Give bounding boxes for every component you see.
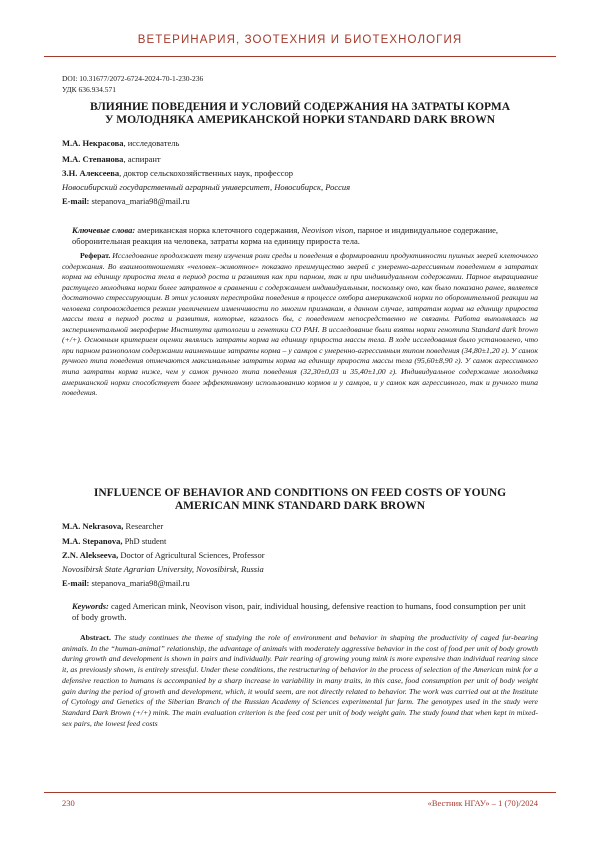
page-number: 230: [62, 798, 75, 808]
keywords-label: Ключевые слова:: [72, 225, 136, 235]
ru-email: [62, 196, 190, 207]
email-link[interactable]: stepanova_maria98@mail.ru: [89, 578, 190, 588]
abstract-text: Исследование продолжает тему изучения роли среды и поведения в формировании продуктивности пушных зверей клеточного содержания. Во взаимоотношениях «человек–животное» показано преимущество зверей с умеренно-агрессивным поведением в затратах корма на единицу прироста тела в период роста и развития как при парном, так и при индивидуальном содержании. Парное выращивание растущего молодняка норки более затратное в сравнении с содержанием индивидуальным, поскольку оно, как было показано ранее, является достаточно стрессирующим. В этих условиях перестройка поведения в процессе отбора американской норки по оборонительной реакции на человека сопровождается резким увеличением изменчивости по многим признакам, в данном случае, затратам корма на единицу прироста массы тела в период роста и развития, которые, казалось бы, с поведением непосредственно не связаны. Работа выполнялась на экспериментальной звероферме Института цитологии и генетики СО РАН. В исследование были взяты норки генотипа Standard dark brown (+/+). Основным критерием оценки являлись затраты корма на единицу прироста массы тела. В ходе исследования было установлено, что при парном разнополом содержании наименьшие затраты корма – у самцов с умеренно-агрессивным типом поведения (34,80±1,20 г). У самок ручного типа поведения отмечаются максимальные затраты корма на единицу прироста массы тела (95,60±8,90 г). У самок агрессивного типа затраты корма ниже, чем у самок ручного типа поведения (32,30±0,03 и 35,40±1,00 г). Индивидуальное содержание молодняка американской норки способствует более эффективному использованию кормов и у самцов, и у самок как агрессивного, так и ручного типа поведения.: [62, 251, 538, 398]
abstract-text: The study continues the theme of studying the role of environment and behavior in shaping the productivity of caged fur-bearing animals. In the “human-animal” relationship, the advantage of animals with moderately aggressive behavior in the cost of food per unit of body growth during growth and development is shown in pairs and individually. Pair rearing of growing young mink is more expensive than individual rearing since it, as previously shown, is entirely stressful. Under these conditions, the restructuring of behavior in the process of selection of the American mink for a defensive reaction to humans is accompanied by a sharp increase in variability in many traits, in this case, food consumption per unit of body weight gain during the period of growth and development, which, it would seem, are not directly related to behavior. The work was carried out at the Institute of Cytology and Genetics of the Siberian Branch of the Russian Academy of Sciences experimental fur farm. The genotypes used in the study were Standard Dark Brown (+/+) mink. The main evaluation criterion is the feed cost per unit of body weight gain. The study found that when kept in mixed-sex pairs, the lowest feed costs: [62, 633, 538, 728]
en-abstract: [62, 633, 538, 729]
en-title-line-2: AMERICAN MINK STANDARD DARK BROWN: [174, 500, 426, 512]
abstract-label: Abstract.: [80, 633, 111, 642]
ru-author-2: [62, 154, 161, 165]
doi[interactable]: DOI: 10.31677/2072-6724-2024-70-1-230-236: [62, 74, 204, 83]
author-role: , исследователь: [123, 138, 180, 148]
author-role: Researcher: [123, 521, 164, 531]
footer-divider: [44, 792, 556, 793]
ru-author-1: [62, 138, 179, 149]
author-name: M.A. Nekrasova,: [62, 521, 124, 531]
journal-section-header: ВЕТЕРИНАРИЯ, ЗООТЕХНИЯ И БИОТЕХНОЛОГИЯ: [137, 34, 463, 46]
author-name: З.Н. Алексеева: [62, 168, 120, 178]
en-author-2: [62, 536, 166, 547]
ru-title-line-2: У МОЛОДНЯКА АМЕРИКАНСКОЙ НОРКИ STANDARD DARK BROWN: [104, 114, 496, 126]
en-affiliation: Novosibirsk State Agrarian University, Novosibirsk, Russia: [62, 564, 264, 574]
udc: УДК 636.934.571: [62, 85, 117, 94]
en-email: [62, 578, 190, 589]
author-role: , аспирант: [123, 154, 161, 164]
abstract-label: Реферат.: [80, 251, 111, 260]
author-name: Z.N. Alekseeva,: [62, 550, 119, 560]
email-label: E-mail:: [62, 578, 90, 588]
keywords-label: Keywords:: [72, 601, 109, 611]
ru-affiliation: Новосибирский государственный аграрный университет, Новосибирск, Россия: [62, 182, 351, 192]
journal-issue: «Вестник НГАУ» – 1 (70)/2024: [427, 798, 538, 808]
author-role: Doctor of Agricultural Sciences, Professor: [118, 550, 265, 560]
author-name: М.А. Некрасова: [62, 138, 124, 148]
ru-title-line-1: ВЛИЯНИЕ ПОВЕДЕНИЯ И УСЛОВИЙ СОДЕРЖАНИЯ НА ЗАТРАТЫ КОРМА: [89, 101, 511, 113]
en-title-line-1: INFLUENCE OF BEHAVIOR AND CONDITIONS ON FEED COSTS OF YOUNG: [93, 487, 507, 499]
ru-author-3: [62, 168, 293, 179]
email-label: E-mail:: [62, 196, 90, 206]
author-name: M.A. Stepanova,: [62, 536, 123, 546]
header-divider: [44, 56, 556, 57]
en-author-3: [62, 550, 265, 561]
ru-keywords: Ключевые слова: американская норка клеточного содержания, Neovison vison, парное и индивидуальное содержание, оборонительная реакция на человека, затраты корма на единицу прироста тела.: [72, 225, 499, 247]
ru-abstract: [62, 251, 538, 399]
author-name: М.А. Степанова: [62, 154, 124, 164]
en-author-1: [62, 521, 163, 532]
author-role: PhD student: [122, 536, 167, 546]
author-role: , доктор сельскохозяйственных наук, профессор: [119, 168, 293, 178]
en-keywords: Keywords: caged American mink, Neovison vison, pair, individual housing, defensive reaction to humans, food consumption per unit of body growth.: [72, 601, 526, 623]
email-link[interactable]: stepanova_maria98@mail.ru: [89, 196, 190, 206]
